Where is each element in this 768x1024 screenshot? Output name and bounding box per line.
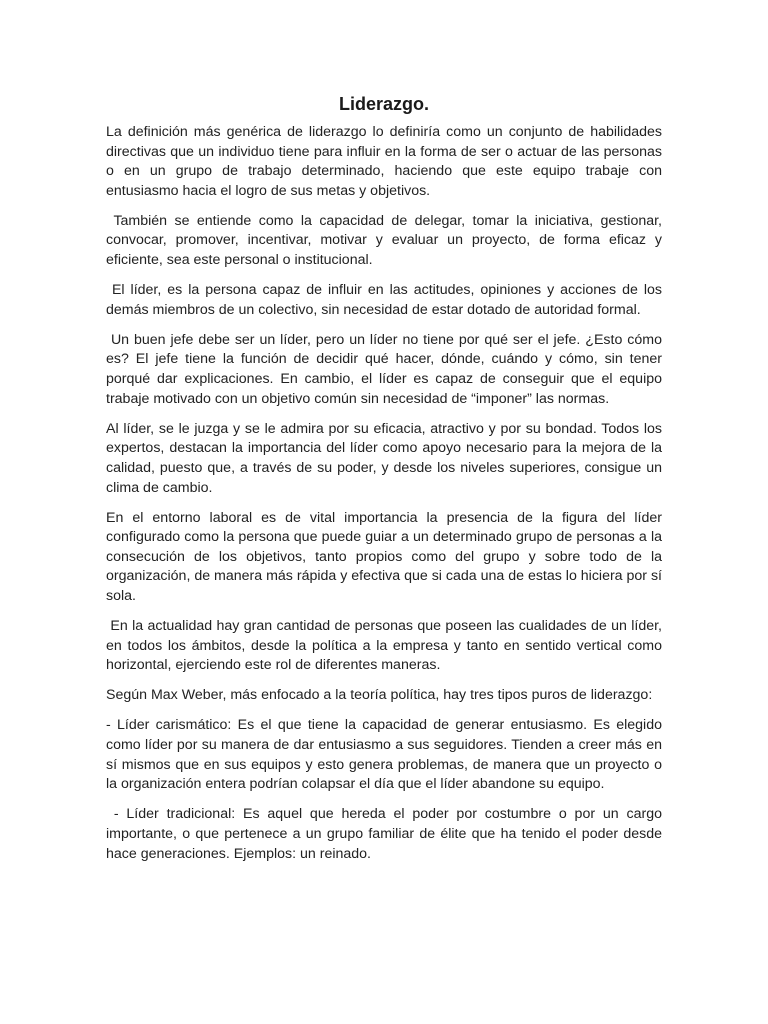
document-title: Liderazgo.: [338, 94, 429, 114]
paragraph-boss-vs-leader: Un buen jefe debe ser un líder, pero un líder no tiene por qué ser el jefe. ¿Esto cómo es? El jefe tiene la función de decidir qué hacer, dónde, cuándo y cómo, sin tener porqué dar explicaciones. En cambio, el líder es capaz de conseguir que el equipo trabaje motivado con un objetivo común sin necesidad de “imponer” las normas.: [106, 331, 666, 407]
paragraph-traditional: - Líder tradicional: Es aquel que hereda el poder por costumbre o por un cargo importante, o que pertenece a un grupo familiar de élite que ha tenido el poder desde hace generaciones. Ejemplos: un reinado.: [106, 806, 666, 862]
paragraph-charismatic: - Líder carismático: Es el que tiene la capacidad de generar entusiasmo. Es elegido como líder por su manera de dar entusiasmo a sus seguidores. Tienden a creer más en sí mismos que en sus equipos y esto genera problemas, de manera que un proyecto o la organización entera podrían colapsar el día que el líder abandone su equipo.: [106, 717, 666, 793]
paragraph-work-environment: En el entorno laboral es de vital importancia la presencia de la figura del líder configurado como la persona que puede guiar a un determinado grupo de personas a la consecución de los objetivos, tanto propios como del grupo y sobre todo de la organización, de manera más rápida y efectiva que si cada una de estas lo hiciera por sí sola.: [106, 509, 666, 604]
paragraph-weber: Según Max Weber, más enfocado a la teoría política, hay tres tipos puros de liderazgo:: [106, 687, 653, 704]
paragraph-today: En la actualidad hay gran cantidad de personas que poseen las cualidades de un líder, en todos los ámbitos, desde la política a la empresa y tanto en sentido vertical como horizontal, ejerciendo este rol de diferentes maneras.: [106, 618, 666, 674]
paragraph-judged: Al líder, se le juzga y se le admira por su eficacia, atractivo y por su bondad. Todos los expertos, destacan la importancia del líder como apoyo necesario para la mejora de la calidad, puesto que, a través de su poder, y desde los niveles superiores, consigue un clima de cambio.: [106, 420, 666, 496]
paragraph-capacity: También se entiende como la capacidad de delegar, tomar la iniciativa, gestionar, convocar, promover, incentivar, motivar y evaluar un proyecto, de forma eficaz y eficiente, sea este personal o institucional.: [106, 212, 666, 269]
paragraph-leader-person: El líder, es la persona capaz de influir en las actitudes, opiniones y acciones de los demás miembros de un colectivo, sin necesidad de estar dotado de autoridad formal.: [106, 282, 666, 318]
document-body: [106, 92, 666, 875]
paragraph-definition: La definición más genérica de liderazgo lo definiría como un conjunto de habilidades directivas que un individuo tiene para influir en la forma de ser o actuar de las personas o en un grupo de trabajo determinado, haciendo que este equipo trabaje con entusiasmo hacia el logro de sus metas y objetivos.: [106, 124, 666, 199]
